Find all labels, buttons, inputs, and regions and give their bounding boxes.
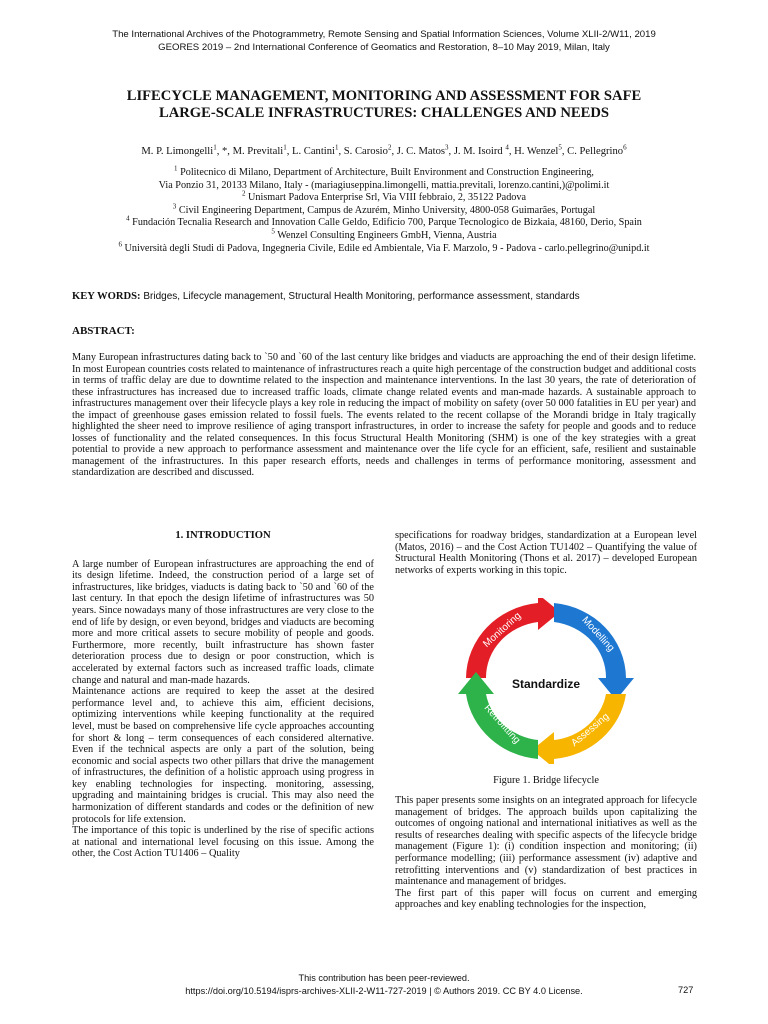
affiliation-list (30, 164, 738, 255)
author-affiliation-mark: 3 (445, 143, 449, 152)
abstract-text: Many European infrastructures dating back to `50 and `60 of the last century like bridges and viaducts are approaching the end of their design lifetime. In most European countries costs related to maintenance of infrastructures reach a quite high percentage of the construction budget and additional costs in terms of traffic delay are due to downtime related to the inspection and maintenance interventions. In the last 30 years, the rate of deterioration of these infrastructures has increased due to increased traffic loads, climate change related events and man-made hazards. A sustainable approach to infrastructures management over their lifecycle plays a key role in reducing the impact of mobility on safety (over 50 000 fatalities in EU per year) and the impact of greenhouse gases emission related to fossil fuels. The events related to the recent collapse of the Morandi bridge in Italy tragically highlighted the sheer need to improve resilience of aging transport infrastructures, in order to increase the safety for people and goods and to reduce losses of functionality and the related consequences. In this focus Structural Health Monitoring (SHM) is one of the key strategies with a great potential to provide a new approach to performance assessment and maintenance over the life cycle for an efficient, safe, resilient and sustainable management of the infrastructures. In this paper research efforts, needs and challenges in terms of performance monitoring, assessment and standardization are described and discussed. (72, 352, 696, 479)
affiliation-text: Wenzel Consulting Engineers GmbH, Vienna, Austria (274, 229, 497, 241)
intro-paragraph-3-continued: specifications for roadway bridges, standardization at a European level (Matos, 2016) – and the Cost Action TU1402 – Quantifying the value of Structural Health Monitoring (Thons et al. 2017) – developed European networks of experts working in this topic. (395, 530, 697, 576)
author-affiliation-mark: 4 (505, 143, 509, 152)
author-separator: , (391, 146, 397, 157)
affiliation-line (30, 240, 738, 256)
lifecycle-diagram (458, 598, 634, 764)
author-separator: , (508, 146, 515, 157)
affiliation-number: 5 (271, 227, 275, 236)
page-number: 727 (678, 985, 694, 995)
author-affiliation-mark: 1 (334, 143, 339, 152)
author-affiliation-mark: 6 (623, 143, 627, 152)
affiliation-number: 4 (126, 214, 130, 223)
affiliation-number: 3 (172, 202, 177, 211)
author-name: S. Carosio (343, 146, 388, 157)
affiliation-number: 2 (241, 189, 246, 198)
left-column (72, 530, 374, 860)
author-separator: , (561, 146, 568, 157)
author-affiliation-mark: 5 (558, 143, 562, 152)
abstract-heading: ABSTRACT: (72, 325, 135, 337)
author-name: J. M. Isoird (453, 146, 506, 157)
label-monitoring: Monitoring (481, 610, 524, 650)
affiliation-text: Fundación Tecnalia Research and Innovation Calle Geldo, Edificio 700, Parque Tecnologico de Bizkaia, 48160, Derio, Spain (129, 217, 642, 229)
author-affiliation-mark: 1 (283, 143, 287, 152)
affiliation-line (30, 189, 738, 205)
author-separator: , (338, 146, 344, 157)
affiliation-line (30, 164, 738, 180)
intro-paragraph-1: A large number of European infrastructures are approaching the end of its design lifetime. Indeed, the construction period of a large set of infrastructures, like bridges, viaducts is dating back to `50 and `60 of the last century. In that epoch the design lifetime of infrastructures was 50 years. Since nowadays many of those infrastructures are very close to the end of life by design, or even beyond, bridges and viaducts are becoming more and more critical assets to secure mobility of people and goods. Furthermore, more recently, built infrastructure has shown faster deterioration process due to design or poor construction, which is accelerated by external factors such as increased traffic loads, climate change and natural and man-made hazards. (72, 558, 374, 686)
footer-peer-review: This contribution has been peer-reviewed. (298, 973, 470, 983)
affiliation-number: 6 (118, 240, 122, 249)
label-assessing: Assessing (569, 711, 612, 749)
author-affiliation-mark: 2 (387, 143, 392, 152)
monitoring-arrow (466, 598, 560, 678)
affiliation-line (30, 227, 738, 243)
title-line-2: LARGE-SCALE INFRASTRUCTURES: CHALLENGES AND NEEDS (158, 105, 610, 121)
intro-paragraph-5: The first part of this paper will focus on current and emerging approaches and key enabling technologies for the inspection, (395, 887, 697, 911)
author-name: L. Cantini (292, 146, 335, 157)
affiliation-text: Civil Engineering Department, Campus de Azurém, Minho University, 4800-058 Guimarães, Portugal (176, 204, 596, 216)
affiliation-text: Università degli Studi di Padova, Ingegneria Civile, Edile ed Ambientale, Via F. Marzolo, 9 - Padova - carlo.pellegrino@unipd.it (122, 242, 650, 254)
label-retrofitting: Retrofitting (481, 702, 523, 746)
author-name: J. C. Matos (396, 146, 446, 157)
author-affiliation-mark: 1 (213, 143, 217, 152)
author-separator: , *, (216, 146, 233, 157)
header-line-1: The International Archives of the Photogrammetry, Remote Sensing and Spatial Information Sciences, Volume XLII-2/W11, 2019 (112, 29, 656, 40)
affiliation-line (30, 180, 738, 193)
affiliation-text: Via Ponzio 31, 20133 Milano, Italy - (mariagiuseppina.limongelli, mattia.previtali, lorenzo.cantini,)@polimi.it (158, 179, 610, 191)
right-column-top (395, 530, 697, 576)
label-modelling: Modelling (579, 614, 617, 654)
author-name: H. Wenzel (514, 146, 559, 157)
page-footer (0, 972, 768, 998)
intro-paragraph-2: Maintenance actions are required to keep the asset at the desired performance level and, to achieve this aim, efficient decisions, optimizing interventions while keeping functionality at the required level, must be based on comprehensive life cycle approaches accounting for short & long – term consequences of each considered alternative. Even if the technical aspects are only a part of the solution, being economic and social aspects two other pillars that drive the management of infrastructures, the definition of a holistic approach using progress in key enabling technologies for inspecting. monitoring, assessing, upgrading and maintaining bridges is crucial. This may also need the harmonization of different standards and codes or the definition of new protocols for life extension. (72, 686, 374, 825)
keywords-text: Bridges, Lifecycle management, Structural Health Monitoring, performance assessment, standards (140, 291, 580, 302)
author-separator: , (286, 146, 293, 157)
affiliation-text: Politecnico di Milano, Department of Architecture, Built Environment and Construction Engineering, (177, 167, 594, 178)
section-heading-introduction: 1. INTRODUCTION (175, 530, 271, 541)
author-separator: , (448, 146, 454, 157)
keywords-label: KEY WORDS: (72, 291, 141, 302)
affiliation-line (30, 202, 738, 218)
author-name: C. Pellegrino (567, 146, 624, 157)
bridge-lifecycle-figure (458, 598, 634, 764)
page-header (0, 28, 768, 54)
intro-paragraph-3: The importance of this topic is underlined by the rise of specific actions at national and international level focusing on this issue. Among the other, the Cost Action TU1406 – Quality (72, 825, 374, 860)
keywords (72, 291, 712, 302)
right-column-bottom (395, 795, 697, 911)
title-line-1: LIFECYCLE MANAGEMENT, MONITORING AND ASSESSMENT FOR SAFE (126, 88, 642, 104)
assessing-arrow (532, 694, 626, 764)
paper-title (60, 88, 708, 122)
affiliation-line (30, 214, 738, 230)
figure-caption: Figure 1. Bridge lifecycle (493, 775, 599, 786)
footer-doi-license: https://doi.org/10.5194/isprs-archives-XLII-2-W11-727-2019 | © Authors 2019. CC BY 4.0 License. (185, 986, 583, 996)
affiliation-number: 1 (174, 164, 178, 173)
affiliation-text: Unismart Padova Enterprise Srl, Via VIII febbraio, 2, 35122 Padova (245, 192, 527, 204)
label-standardize: Standardize (511, 677, 581, 691)
author-name: M. Previtali (232, 146, 284, 157)
author-name: M. P. Limongelli (141, 146, 214, 157)
author-list (40, 143, 728, 157)
intro-paragraph-4: This paper presents some insights on an integrated approach for lifecycle management of bridges. The approach builds upon capitalizing the outcomes of ongoing national and international initiatives as well as the results of researches dealing with specific aspects of the lifecycle bridge management (Figure 1): (i) condition inspection and monitoring; (ii) performance modelling; (iii) performance assessment (iv) adaptive and retrofitting interventions and (v) standardization of best practices in maintenance and management of bridges. (395, 795, 697, 888)
header-line-2: GEORES 2019 – 2nd International Conference of Geomatics and Restoration, 8–10 May 2019, Milan, Italy (158, 42, 610, 53)
